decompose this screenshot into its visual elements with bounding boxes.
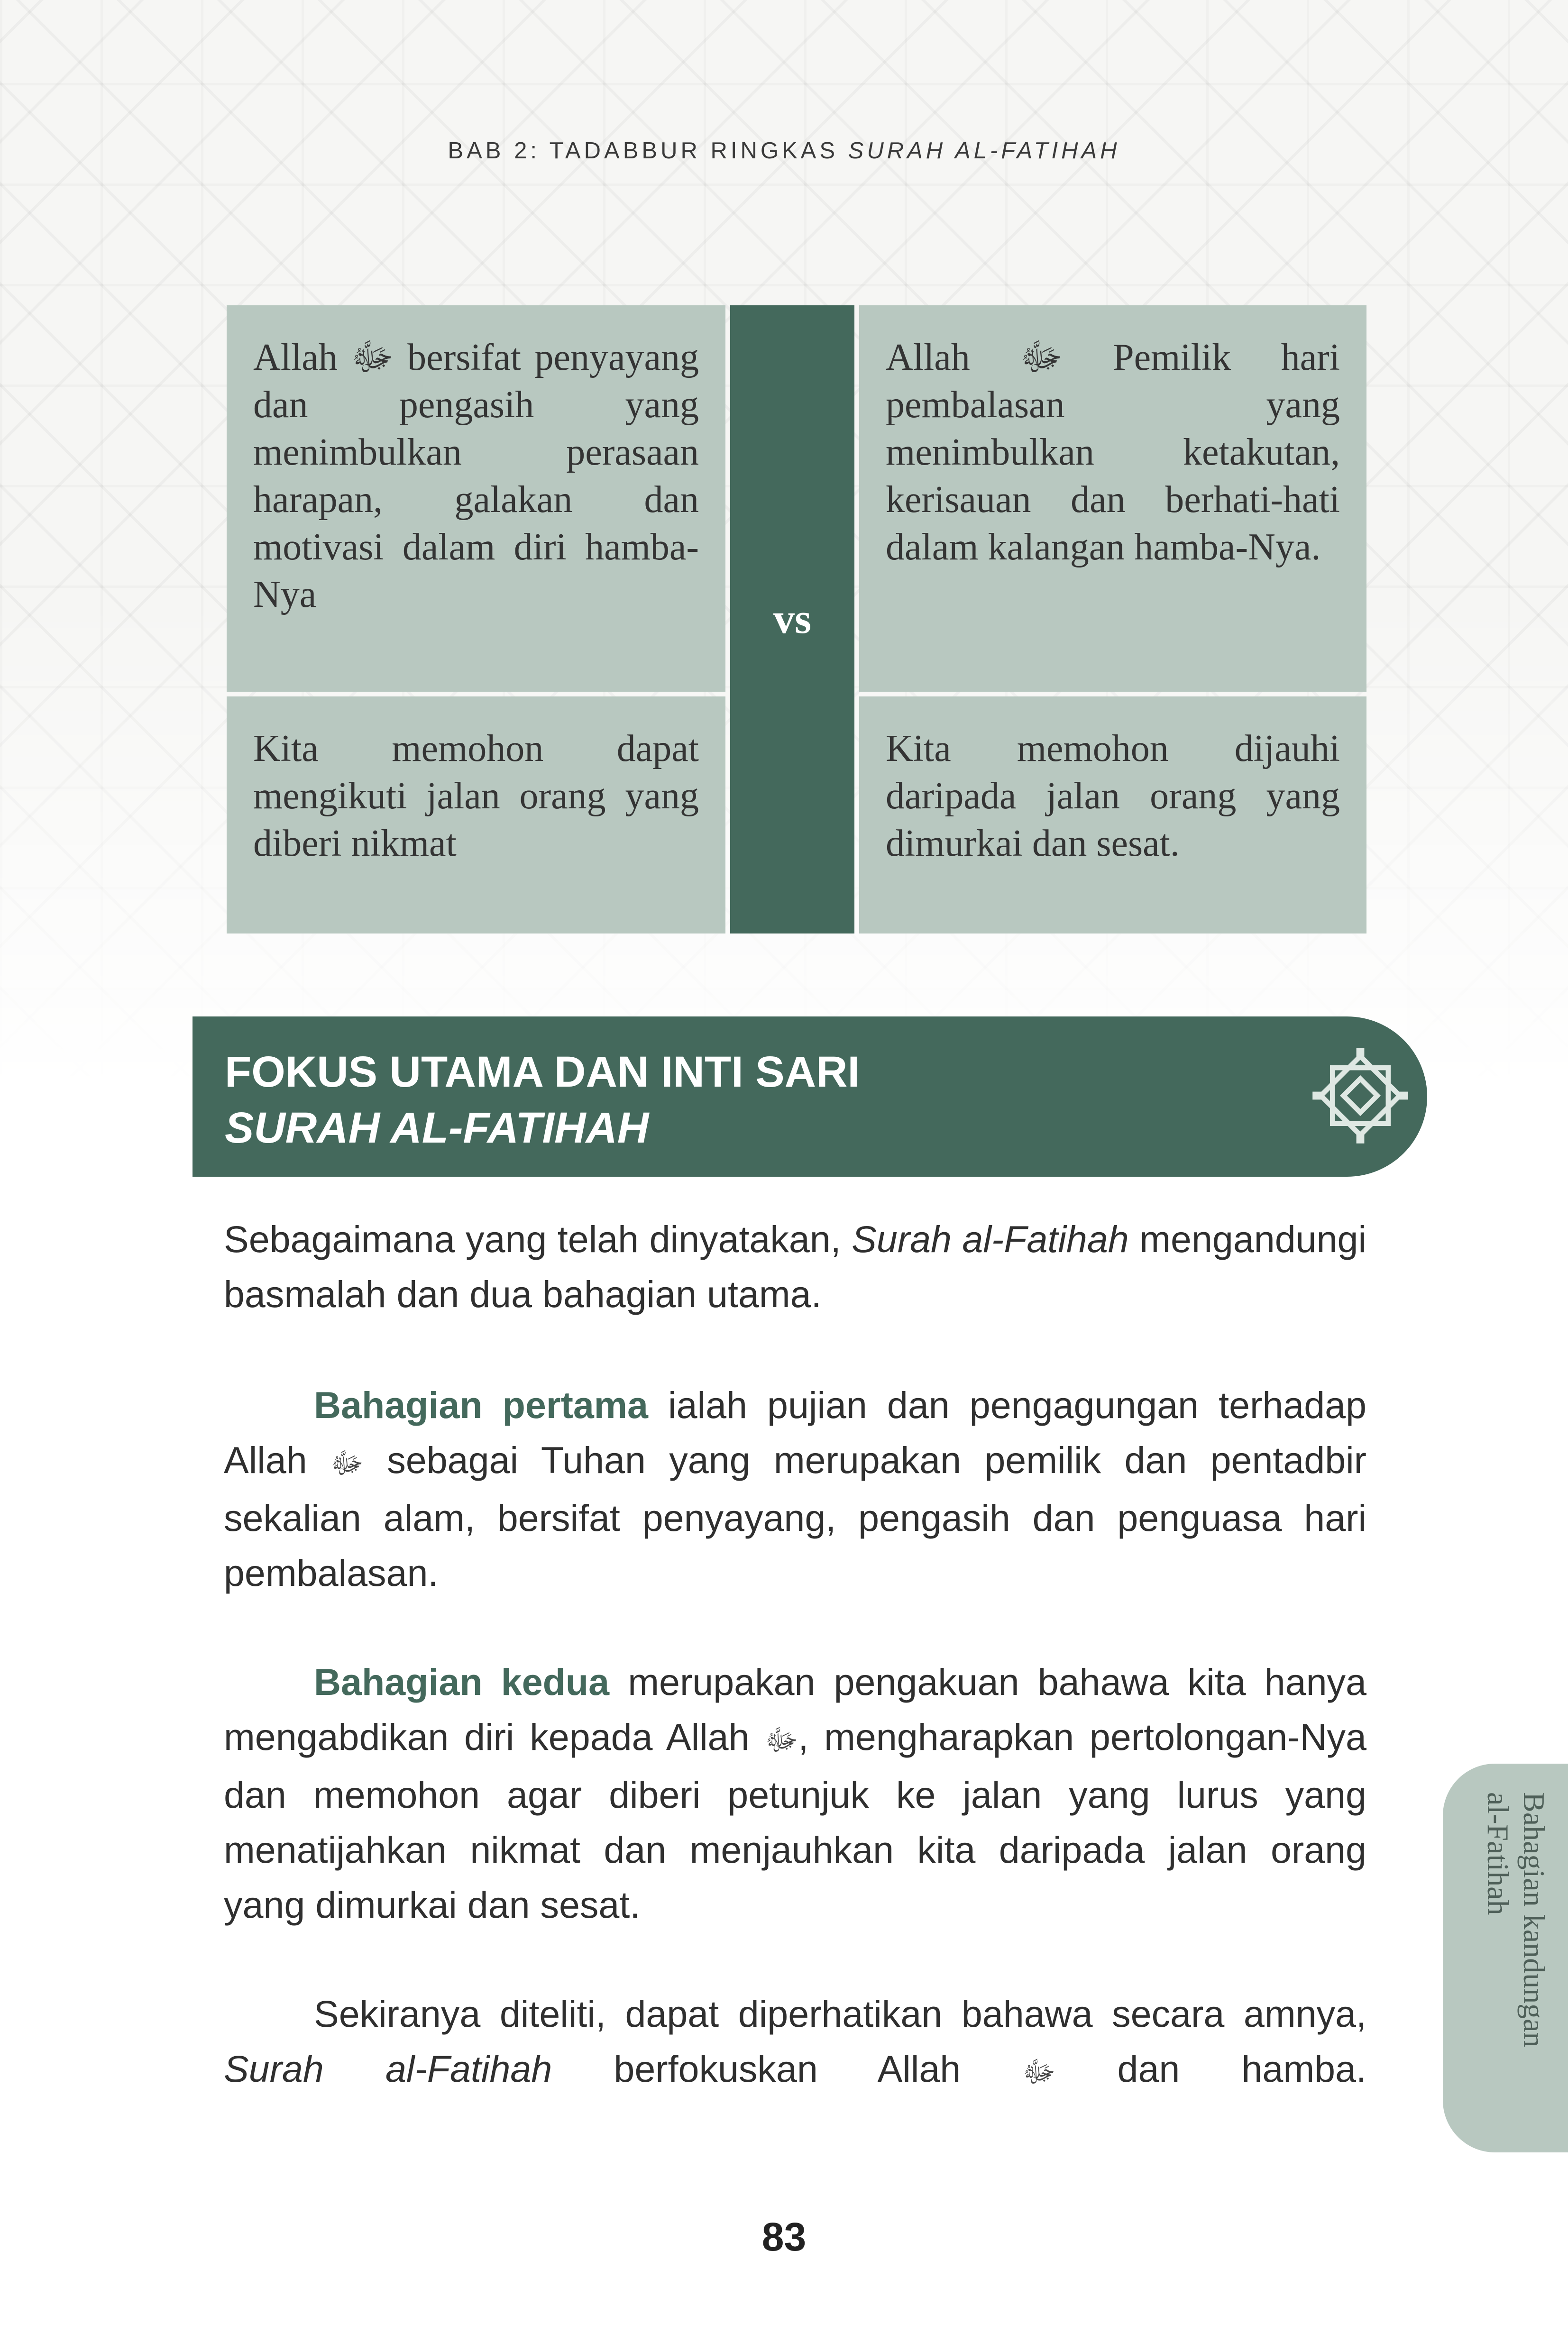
section-title <box>225 1044 860 1156</box>
page-number: 83 <box>761 2215 807 2259</box>
section-banner <box>193 1016 1427 1177</box>
text-run: mengandungi basmalah dan dua bahagian utama. <box>224 1218 1366 1315</box>
honorific-glyph: ﷻ <box>330 1446 364 1480</box>
paragraph-intro <box>224 1212 1366 1322</box>
comparison-cell-bottom-left: Kita memohon dapat mengikuti jalan orang yang diberi nikmat <box>227 696 725 933</box>
running-header-italic: SURAH AL-FATIHAH <box>848 138 1120 164</box>
vs-label: vs <box>773 595 812 642</box>
geometric-star-icon <box>1311 1046 1410 1145</box>
vs-divider <box>730 305 854 933</box>
text-run: sebagai Tuhan yang merupakan pemilik dan pentadbir sekalian alam, bersifat penyayang, pengasih dan penguasa hari pembalasan. <box>224 1439 1366 1594</box>
text-run-italic: Surah al-Fatihah <box>224 2048 552 2090</box>
side-tab-line1: Bahagian kandungan <box>1517 1792 1551 2048</box>
text-run: , mengharapkan pertolongan-Nya dan memohon agar diberi petunjuk ke jalan yang lurus yang menatijahkan nikmat dan menjauhkan kita daripada jalan orang yang dimurkai dan sesat. <box>224 1716 1366 1926</box>
text-run: Sekiranya diteliti, dapat diperhatikan bahawa secara amnya, <box>314 1993 1366 2035</box>
honorific-glyph: ﷻ <box>765 1722 798 1757</box>
text-run: Sebagaimana yang telah dinyatakan, <box>224 1218 852 1260</box>
side-tab[interactable] <box>1443 1764 1568 2152</box>
text-run: dan hamba. <box>1055 2048 1366 2090</box>
paragraph-first-part <box>224 1378 1366 1601</box>
comparison-cell-top-left: Allah ﷻ bersifat penyayang dan pengasih yang menimbulkan perasaan harapan, galakan dan motivasi dalam diri hamba-Nya <box>227 305 725 692</box>
text-run-italic: Surah al-Fatihah <box>852 1218 1129 1260</box>
paragraph-conclusion <box>224 1986 1366 2099</box>
section-title-line2: SURAH AL-FATIHAH <box>225 1104 649 1152</box>
side-tab-label <box>1471 1792 1552 2124</box>
honorific-glyph: ﷻ <box>1022 2054 1056 2089</box>
running-header <box>0 137 1568 164</box>
side-tab-line2: al-Fatihah <box>1481 1792 1515 1915</box>
paragraph-second-part <box>224 1655 1366 1932</box>
text-run: merupakan pengakuan bahawa kita hanya mengabdikan diri kepada Allah <box>224 1661 1366 1758</box>
section-title-line1: FOKUS UTAMA DAN INTI SARI <box>225 1048 860 1096</box>
text-run: berfokuskan Allah <box>552 2048 1023 2090</box>
comparison-table <box>227 305 1366 933</box>
highlight-term: Bahagian kedua <box>314 1661 610 1703</box>
comparison-cell-bottom-right: Kita memohon dijauhi daripada jalan orang yang dimurkai dan sesat. <box>859 696 1366 933</box>
running-header-text: BAB 2: TADABBUR RINGKAS <box>448 138 848 164</box>
highlight-term: Bahagian pertama <box>314 1384 648 1426</box>
text-run: ialah pujian dan pengagungan terhadap Allah <box>224 1384 1366 1481</box>
comparison-cell-top-right: Allah ﷻ Pemilik hari pembalasan yang menimbulkan ketakutan, kerisauan dan berhati-hati dalam kalangan hamba-Nya. <box>859 305 1366 692</box>
